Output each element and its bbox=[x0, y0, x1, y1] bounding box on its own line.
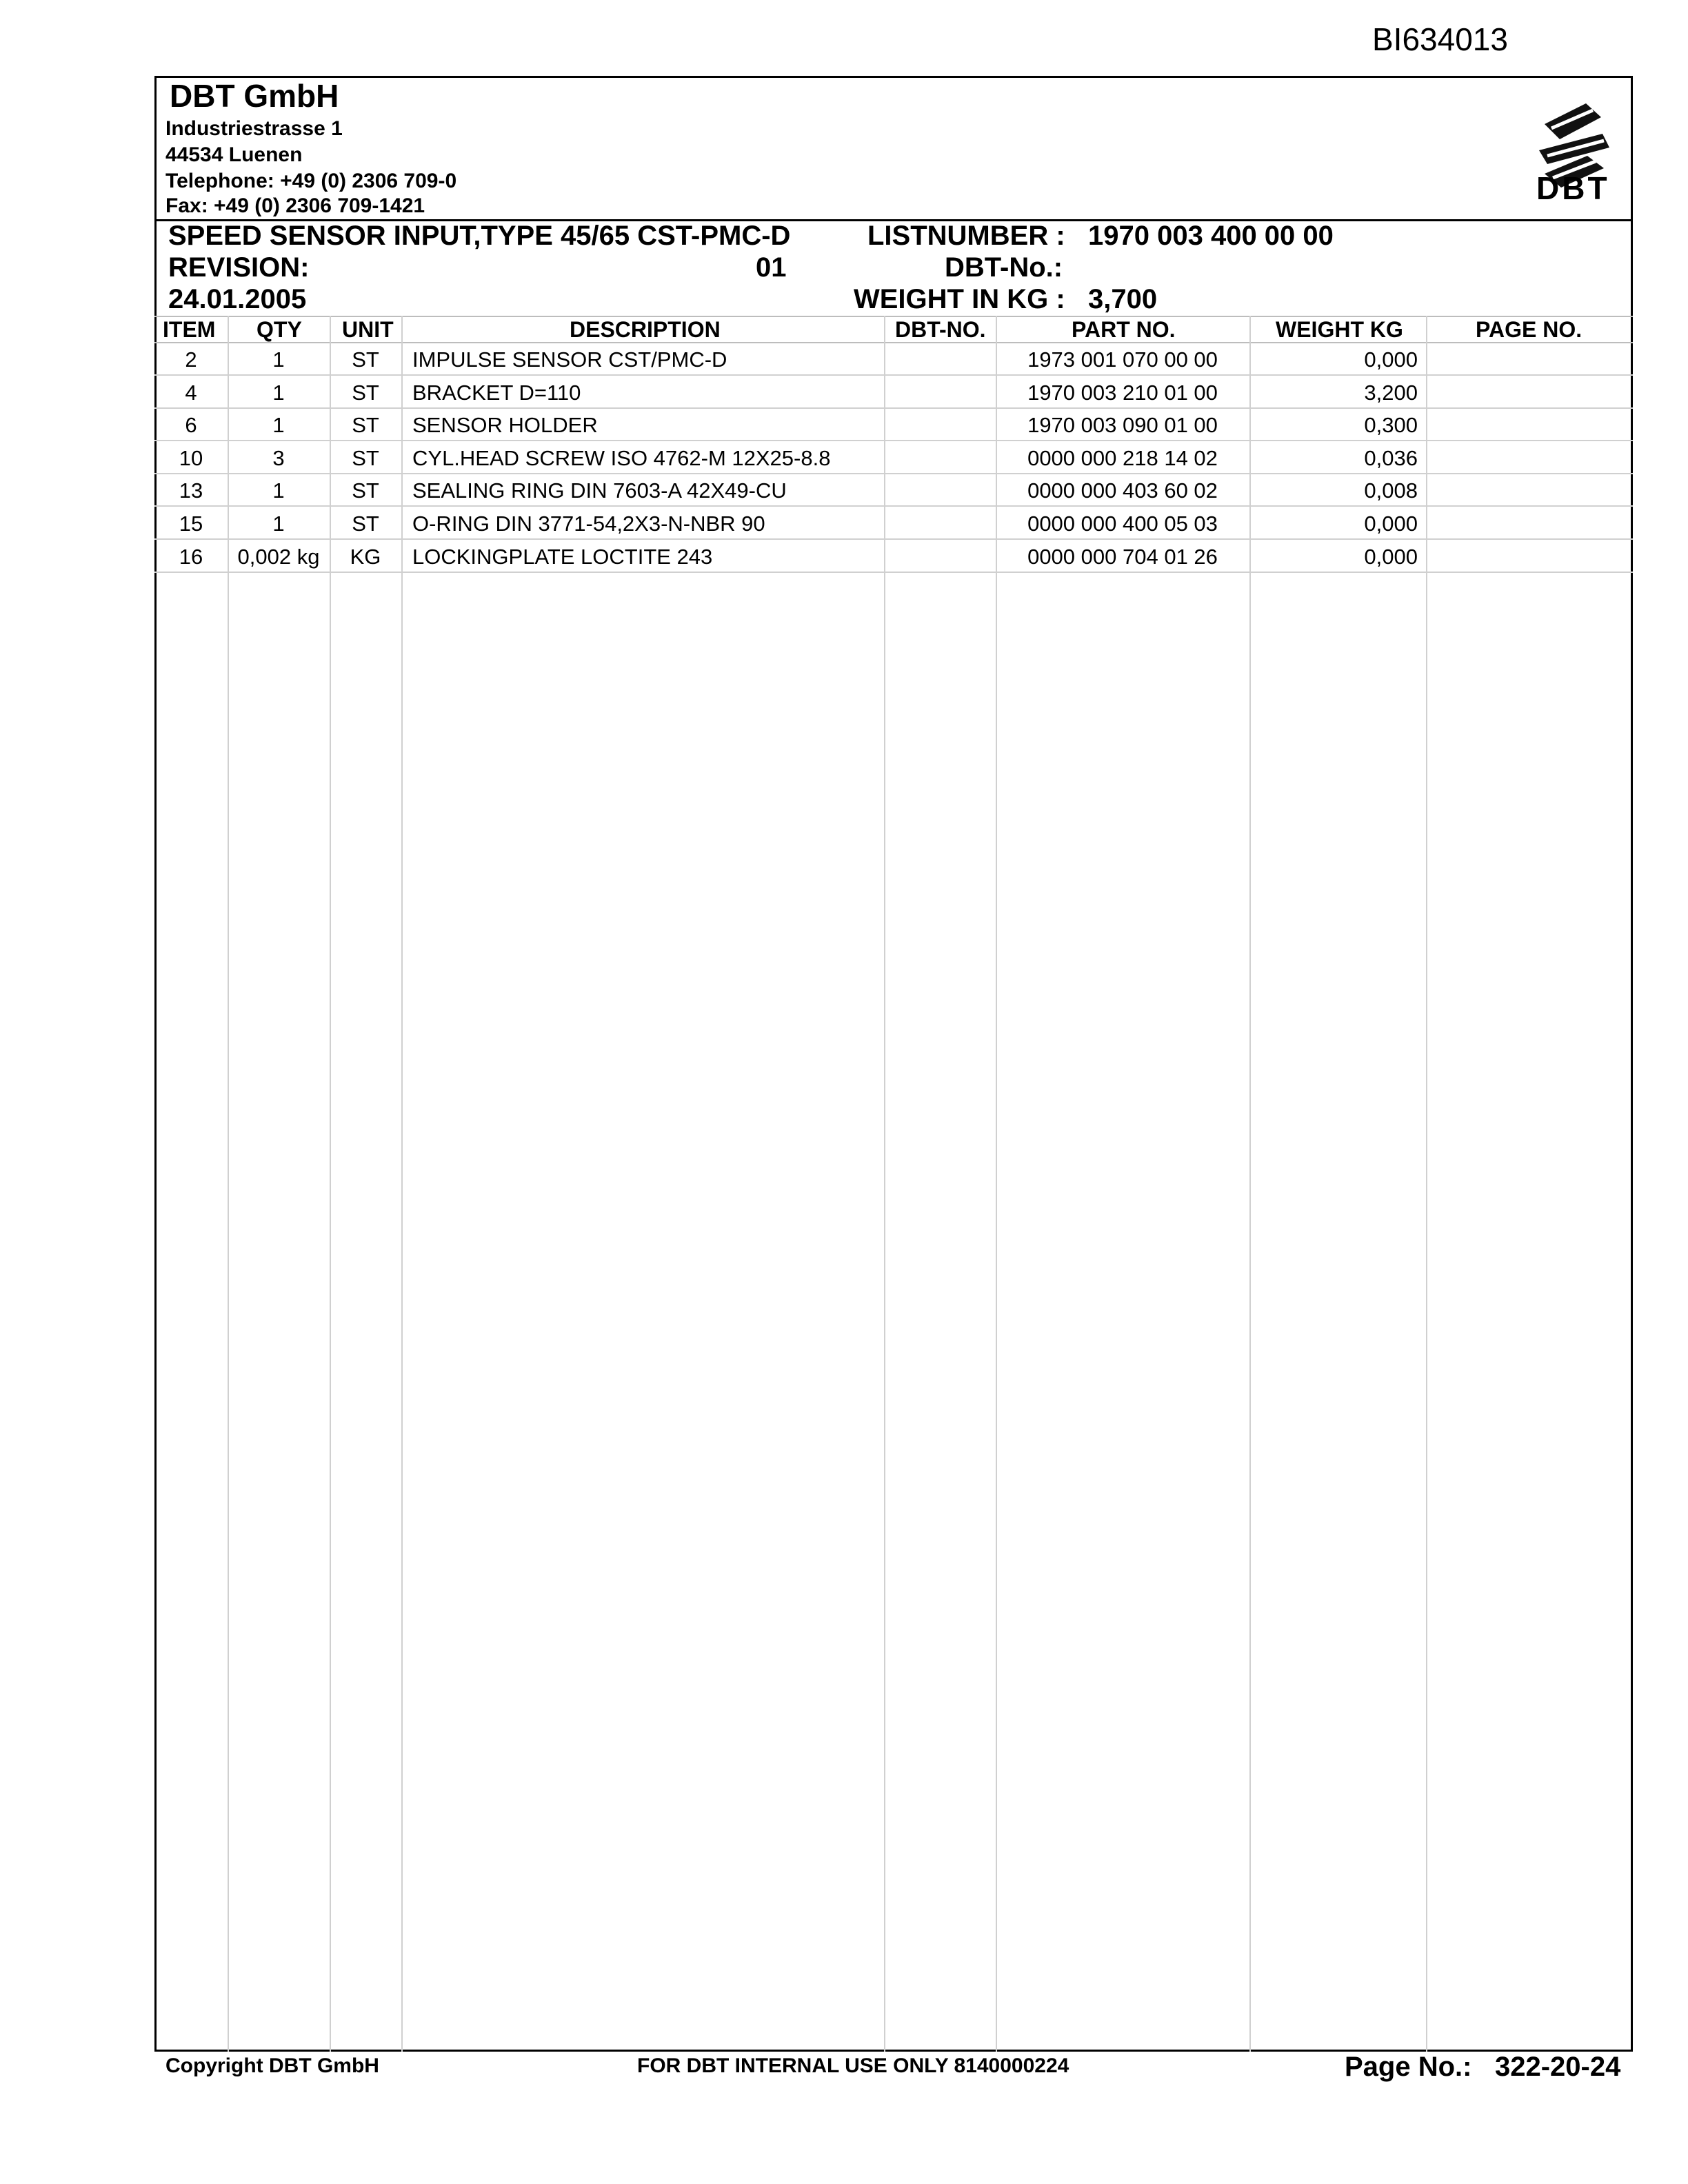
cell-weight: 0,300 bbox=[1364, 413, 1418, 438]
footer-internal-note: FOR DBT INTERNAL USE ONLY 8140000224 bbox=[637, 2054, 1069, 2077]
column-header-part-no: PART NO. bbox=[1072, 317, 1176, 342]
cell-item: 2 bbox=[185, 347, 197, 372]
cell-item: 15 bbox=[179, 512, 203, 536]
company-city: 44534 Luenen bbox=[165, 143, 303, 166]
cell-unit: ST bbox=[352, 445, 379, 470]
listnumber-value: 1970 003 400 00 00 bbox=[1088, 221, 1334, 251]
cell-item: 13 bbox=[179, 478, 203, 503]
cell-weight: 0,000 bbox=[1364, 347, 1418, 372]
cell-weight: 0,000 bbox=[1364, 512, 1418, 536]
col-divider bbox=[401, 316, 403, 2052]
cell-weight: 0,036 bbox=[1364, 445, 1418, 470]
logo-text: DBT bbox=[1536, 170, 1610, 206]
cell-qty: 1 bbox=[272, 347, 285, 372]
list-date: 24.01.2005 bbox=[168, 284, 307, 314]
cell-qty: 1 bbox=[272, 380, 285, 405]
cell-weight: 0,000 bbox=[1364, 544, 1418, 569]
table-row bbox=[154, 343, 1633, 376]
cell-weight: 3,200 bbox=[1364, 380, 1418, 405]
cell-qty: 1 bbox=[272, 413, 285, 438]
revision-value: 01 bbox=[756, 252, 787, 283]
column-header-dbt-no: DBT-NO. bbox=[895, 317, 986, 342]
dbtno-label: DBT-No.: bbox=[945, 252, 1063, 283]
table-row bbox=[154, 507, 1633, 540]
dbt-logo bbox=[1532, 97, 1615, 207]
cell-part-no: 1970 003 090 01 00 bbox=[1027, 413, 1218, 438]
table-row bbox=[154, 442, 1633, 474]
column-header-item: ITEM bbox=[163, 317, 216, 342]
cell-item: 16 bbox=[179, 544, 203, 569]
cell-item: 10 bbox=[179, 445, 203, 470]
cell-qty: 1 bbox=[272, 478, 285, 503]
company-name: DBT GmbH bbox=[170, 78, 339, 114]
cell-description: CYL.HEAD SCREW ISO 4762-M 12X25-8.8 bbox=[412, 445, 831, 470]
revision-label: REVISION: bbox=[168, 252, 310, 283]
document-id: BI634013 bbox=[1372, 21, 1508, 57]
cell-part-no: 1970 003 210 01 00 bbox=[1027, 380, 1218, 405]
footer-copyright: Copyright DBT GmbH bbox=[165, 2054, 379, 2077]
list-title: SPEED SENSOR INPUT,TYPE 45/65 CST-PMC-D bbox=[168, 221, 791, 251]
company-fax: Fax: +49 (0) 2306 709-1421 bbox=[165, 194, 425, 217]
column-header-unit: UNIT bbox=[342, 317, 394, 342]
cell-description: IMPULSE SENSOR CST/PMC-D bbox=[412, 347, 727, 372]
table-row bbox=[154, 474, 1633, 507]
cell-part-no: 0000 000 218 14 02 bbox=[1027, 445, 1218, 470]
cell-description: O-RING DIN 3771-54,2X3-N-NBR 90 bbox=[412, 512, 765, 536]
cell-unit: ST bbox=[352, 413, 379, 438]
col-divider bbox=[996, 316, 997, 2052]
cell-description: SEALING RING DIN 7603-A 42X49-CU bbox=[412, 478, 787, 503]
cell-description: SENSOR HOLDER bbox=[412, 413, 598, 438]
cell-item: 4 bbox=[185, 380, 197, 405]
col-divider bbox=[228, 316, 229, 2052]
company-street: Industriestrasse 1 bbox=[165, 117, 343, 140]
col-divider bbox=[1426, 316, 1427, 2052]
column-header-description: DESCRIPTION bbox=[570, 317, 721, 342]
table-row bbox=[154, 409, 1633, 441]
col-divider bbox=[884, 316, 885, 2052]
weight-value: 3,700 bbox=[1088, 284, 1158, 314]
cell-unit: KG bbox=[350, 544, 381, 569]
col-divider bbox=[1249, 316, 1251, 2052]
footer-page-value: 322-20-24 bbox=[1495, 2052, 1621, 2082]
column-header-weight: WEIGHT KG bbox=[1276, 317, 1403, 342]
cell-unit: ST bbox=[352, 347, 379, 372]
cell-part-no: 0000 000 400 05 03 bbox=[1027, 512, 1218, 536]
cell-part-no: 1973 001 070 00 00 bbox=[1027, 347, 1218, 372]
cell-qty: 3 bbox=[272, 445, 285, 470]
cell-unit: ST bbox=[352, 512, 379, 536]
cell-description: LOCKINGPLATE LOCTITE 243 bbox=[412, 544, 713, 569]
col-divider bbox=[330, 316, 331, 2052]
column-header-qty: QTY bbox=[257, 317, 302, 342]
cell-part-no: 0000 000 403 60 02 bbox=[1027, 478, 1218, 503]
listnumber-label: LISTNUMBER : bbox=[867, 221, 1065, 251]
cell-weight: 0,008 bbox=[1364, 478, 1418, 503]
cell-part-no: 0000 000 704 01 26 bbox=[1027, 544, 1218, 569]
cell-unit: ST bbox=[352, 478, 379, 503]
table-row bbox=[154, 540, 1633, 573]
weight-label: WEIGHT IN KG : bbox=[854, 284, 1065, 314]
footer-page-label: Page No.: bbox=[1345, 2052, 1472, 2082]
company-telephone: Telephone: +49 (0) 2306 709-0 bbox=[165, 170, 457, 192]
cell-item: 6 bbox=[185, 413, 197, 438]
column-header-page-no: PAGE NO. bbox=[1476, 317, 1582, 342]
cell-qty: 1 bbox=[272, 512, 285, 536]
cell-description: BRACKET D=110 bbox=[412, 380, 581, 405]
table-row bbox=[154, 376, 1633, 409]
cell-qty: 0,002 kg bbox=[237, 544, 320, 569]
cell-unit: ST bbox=[352, 380, 379, 405]
